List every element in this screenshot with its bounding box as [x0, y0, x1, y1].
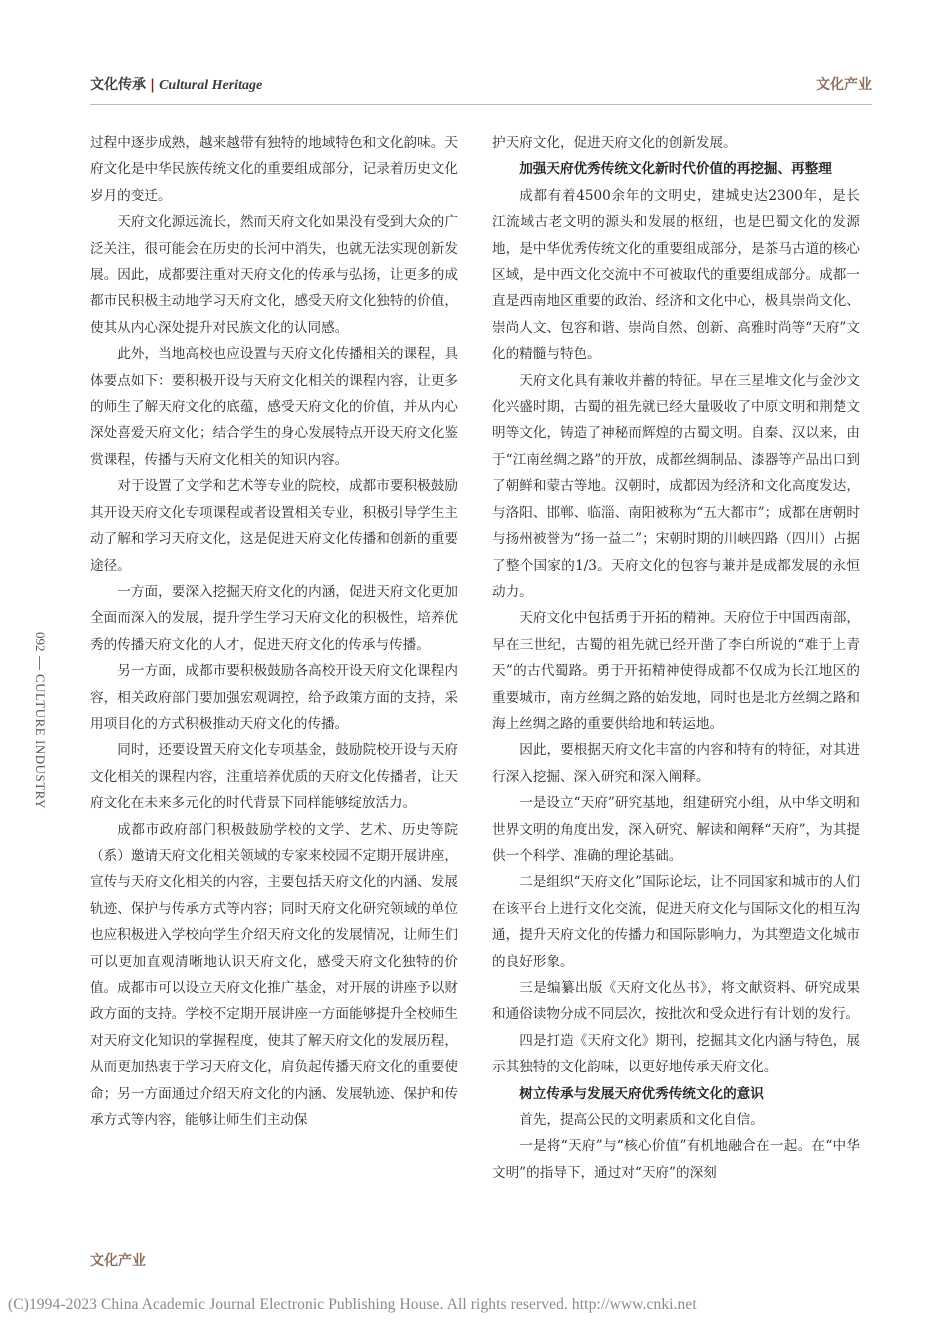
page-number: 092 [33, 632, 48, 652]
body-paragraph: 此外，当地高校也应设置与天府文化传播相关的课程，具体要点如下：要积极开设与天府文化相关的课程内容，让更多的师生了解天府文化的底蕴，感受天府文化的价值，并从内心深处喜爱天府文化；结合学生的身心发展特点开设天府文化鉴赏课程，传播与天府文化相关的知识内容。 [90, 346, 458, 468]
header-divider [90, 104, 872, 105]
body-paragraph: 四是打造《天府文化》期刊，挖掘其文化内涵与特色，展示其独特的文化韵味，以更好地传承天府文化。 [492, 1032, 860, 1076]
body-paragraph: 天府文化中包括勇于开拓的精神。天府位于中国西南部，早在三世纪，古蜀的祖先就已经开凿了李白所说的“难于上青天”的古代蜀路。勇于开拓精神使得成都不仅成为长江地区的重要城市，南方丝绸之路的始发地，同时也是北方丝绸之路和海上丝绸之路的重要供给地和转运地。 [492, 610, 860, 732]
footer-journal: 文化产业 [90, 1253, 146, 1269]
section-heading: 树立传承与发展天府优秀传统文化的意识 [519, 1085, 764, 1102]
side-separator [39, 656, 40, 670]
header-separator: | [150, 77, 156, 93]
body-paragraph: 天府文化源远流长，然而天府文化如果没有受到大众的广泛关注，很可能会在历史的长河中消失，也就无法实现创新发展。因此，成都要注重对天府文化的传承与弘扬，让更多的成都市民积极主动地学习天府文化，感受天府文化独特的价值，使其从内心深处提升对民族文化的认同感。 [90, 214, 458, 336]
section-heading: 加强天府优秀传统文化新时代价值的再挖掘、再整理 [519, 161, 832, 178]
body-paragraph: 首先，提高公民的文明素质和文化自信。 [519, 1112, 764, 1129]
body-paragraph: 天府文化具有兼收并蓄的特征。早在三星堆文化与金沙文化兴盛时期，古蜀的祖先就已经大量吸收了中原文明和荆楚文明等文化，铸造了神秘而辉煌的古蜀文明。自秦、汉以来，由于“江南丝绸之路”的开放，成都丝绸制品、漆器等产品出口到了朝鲜和蒙古等地。汉朝时，成都因为经济和文化高度发达，与洛阳、邯郸、临淄、南阳被称为“五大都市”；成都在唐朝时与扬州被誉为“扬一益二”；宋朝时期的川峡四路（四川）占据了整个国家的1/3。天府文化的包容与兼并是成都发展的永恒动力。 [492, 372, 860, 600]
running-header-journal: 文化产业 [816, 77, 872, 93]
body-paragraph: 同时，还要设置天府文化专项基金，鼓励院校开设与天府文化相关的课程内容，注重培养优质的天府文化传播者，让天府文化在未来多元化的时代背景下同样能够绽放活力。 [90, 742, 458, 812]
section-title-cn: 文化传承 [90, 77, 146, 93]
body-paragraph: 因此，要根据天府文化丰富的内容和特有的特征，对其进行深入挖掘、深入研究和深入阐释。 [492, 742, 860, 785]
copyright-line: (C)1994-2023 China Academic Journal Electronic Publishing House. All rights reserved. http://www.cnki.net [8, 1296, 697, 1313]
running-header-section [90, 74, 262, 94]
side-journal-name: CULTURE INDUSTRY [33, 673, 48, 809]
body-paragraph: 过程中逐步成熟，越来越带有独特的地域特色和文化韵味。天府文化是中华民族传统文化的重要组成部分，记录着历史文化岁月的变迁。 [90, 135, 458, 204]
body-paragraph: 二是组织“天府文化”国际论坛，让不同国家和城市的人们在该平台上进行文化交流，促进天府文化与国际文化的相互沟通，提升天府文化的传播力和国际影响力，为其塑造文化城市的良好形象。 [492, 874, 860, 970]
body-paragraph: 对于设置了文学和艺术等专业的院校，成都市要积极鼓励其开设天府文化专项课程或者设置相关专业，积极引导学生主动了解和学习天府文化，这是促进天府文化传播和创新的重要途径。 [90, 478, 458, 574]
body-paragraph: 一是将“天府”与“核心价值”有机地融合在一起。在“中华文明”的指导下，通过对“天府”的深刻 [492, 1138, 860, 1181]
side-margin-label [32, 632, 48, 809]
left-column [90, 130, 458, 1133]
body-paragraph: 另一方面，成都市要积极鼓励各高校开设天府文化课程内容，相关政府部门要加强宏观调控，给予政策方面的支持，采用项目化的方式积极推动天府文化的传播。 [90, 663, 458, 732]
body-paragraph: 成都有着4500余年的文明史，建城史达2300年，是长江流域古老文明的源头和发展的枢纽，也是巴蜀文化的发源地，是中华优秀传统文化的重要组成部分，是茶马古道的核心区域，是中西文化交流中不可被取代的重要组成部分。成都一直是西南地区重要的政治、经济和文化中心，极具崇尚文化、崇尚人文、包容和谐、崇尚自然、创新、高雅时尚等“天府”文化的精髓与特色。 [492, 187, 860, 363]
right-column [492, 130, 860, 1186]
body-paragraph: 一方面，要深入挖掘天府文化的内涵，促进天府文化更加全面而深入的发展，提升学生学习天府文化的积极性，培养优秀的传播天府文化的人才，促进天府文化的传承与传播。 [90, 583, 458, 653]
body-paragraph: 一是设立“天府”研究基地，组建研究小组，从中华文明和世界文明的角度出发，深入研究、解读和阐释“天府”，为其提供一个科学、准确的理论基础。 [492, 795, 860, 864]
body-paragraph: 三是编纂出版《天府文化丛书》，将文献资料、研究成果和通俗读物分成不同层次，按批次和受众进行有计划的发行。 [492, 980, 860, 1023]
body-paragraph: 成都市政府部门积极鼓励学校的文学、艺术、历史等院（系）邀请天府文化相关领域的专家来校园不定期开展讲座，宣传与天府文化相关的内容，主要包括天府文化的内涵、发展轨迹、保护与传承方式等内容；同时天府文化研究领域的单位也应积极进入学校向学生介绍天府文化的发展情况，让师生们可以更加直观清晰地认识天府文化，感受天府文化独特的价值。成都市可以设立天府文化推广基金，对开展的讲座予以财政方面的支持。学校不定期开展讲座一方面能够提升全校师生对天府文化知识的掌握程度，使其了解天府文化的发展历程，从而更加热衷于学习天府文化，肩负起传播天府文化的重要使命；另一方面通过介绍天府文化的内涵、发展轨迹、保护和传承方式等内容，能够让师生们主动保 [90, 821, 458, 1129]
body-paragraph: 护天府文化，促进天府文化的创新发展。 [492, 135, 737, 151]
section-title-en: Cultural Heritage [159, 78, 263, 93]
